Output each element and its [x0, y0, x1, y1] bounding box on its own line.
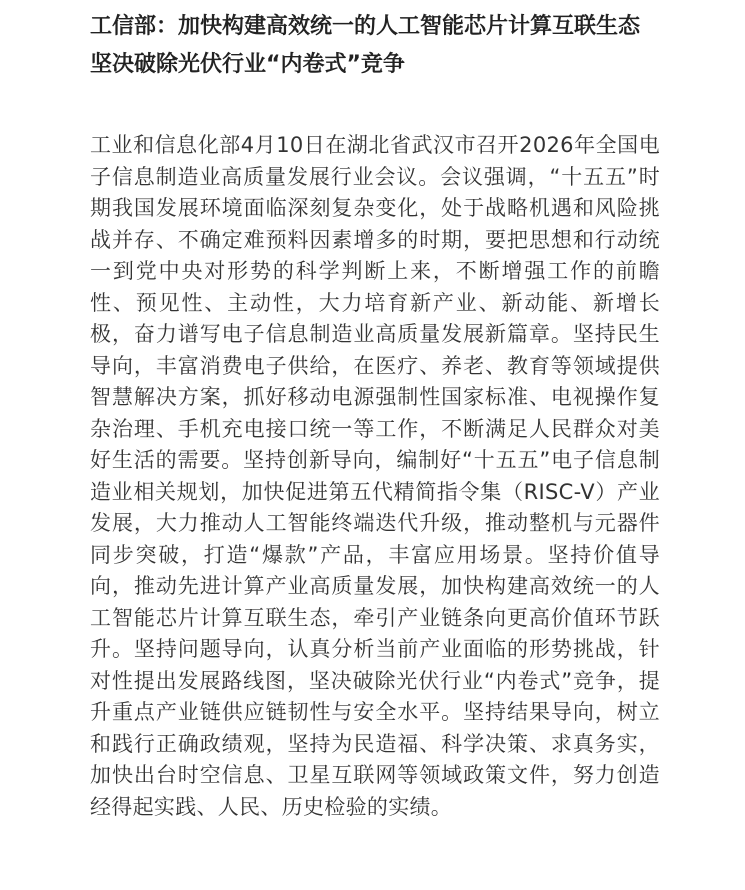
- article-title: 工信部：加快构建高效统一的人工智能芯片计算互联生态 坚决破除光伏行业“内卷式”竞争: [90, 14, 641, 77]
- article-body: 工业和信息化部4月10日在湖北省武汉市召开2026年全国电子信息制造业高质量发展行业会议。会议强调，“十五五”时期我国发展环境面临深刻复杂变化，处于战略机遇和风险挑战并存、不确定难预料因素增多的时期，要把思想和行动统一到党中央对形势的科学判断上来，不断增强工作的前瞻性、预见性、主动性，大力培育新产业、新动能、新增长极，奋力谱写电子信息制造业高质量发展新篇章。坚持民生导向，丰富消费电子供给，在医疗、养老、教育等领域提供智慧解决方案，抓好移动电源强制性国家标准、电视操作复杂治理、手机充电接口统一等工作，不断满足人民群众对美好生活的需要。坚持创新导向，编制好“十五五”电子信息制造业相关规划，加快促进第五代精简指令集（RISC-V）产业发展，大力推动人工智能终端迭代升级，推动整机与元器件同步突破，打造“爆款”产品，丰富应用场景。坚持价值导向，推动先进计算产业高质量发展，加快构建高效统一的人工智能芯片计算互联生态，牵引产业链条向更高价值环节跃升。坚持问题导向，认真分析当前产业面临的形势挑战，针对性提出发展路线图，坚决破除光伏行业“内卷式”竞争，提升重点产业链供应链韧性与安全水平。坚持结果导向，树立和践行正确政绩观，坚持为民造福、科学决策、求真务实，加快出台时空信息、卫星互联网等领域政策文件，努力创造经得起实践、人民、历史检验的实绩。: [90, 133, 660, 819]
- article: [90, 8, 660, 823]
